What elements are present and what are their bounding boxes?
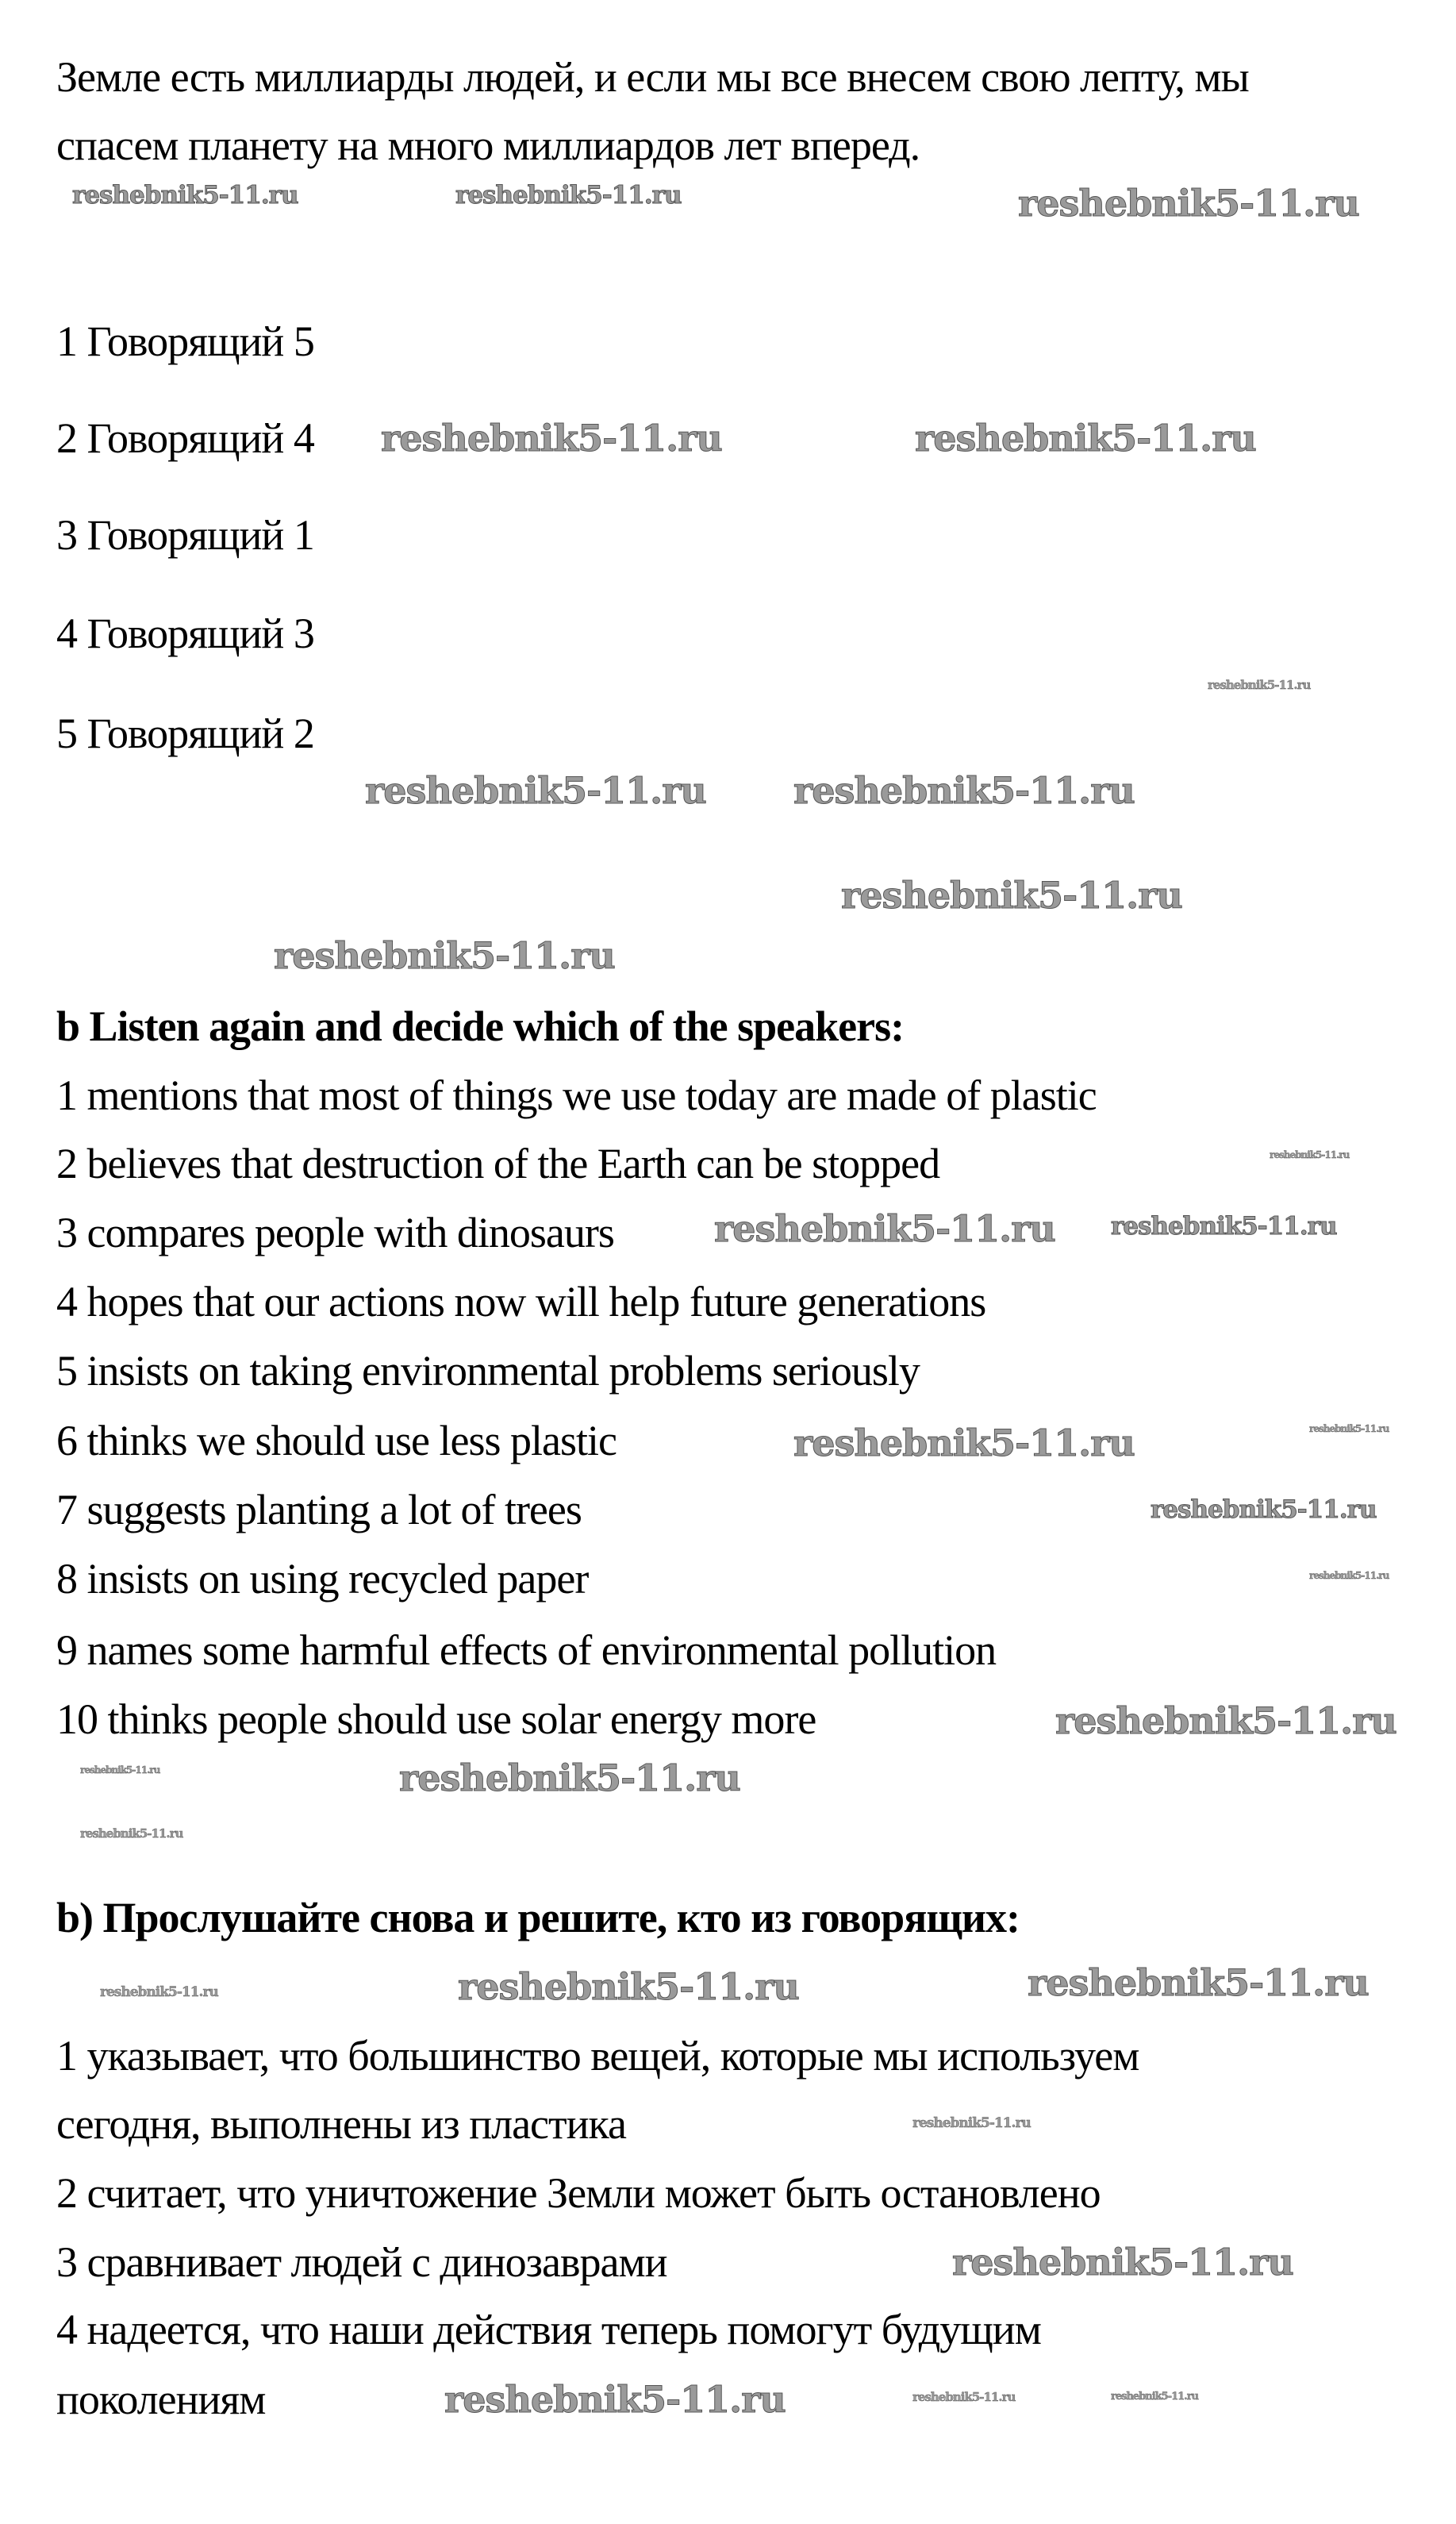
watermark: reshebnik5-11.ru — [1111, 1212, 1337, 1241]
watermark: reshebnik5-11.ru — [444, 2378, 786, 2421]
watermark: reshebnik5-11.ru — [793, 769, 1135, 812]
watermark: reshebnik5-11.ru — [841, 874, 1182, 917]
task-b-heading: b Listen again and decide which of the speakers: — [56, 1002, 905, 1050]
watermark: reshebnik5-11.ru — [1018, 182, 1359, 225]
answer-item: 4 Говорящий 3 — [56, 610, 314, 657]
watermark: reshebnik5-11.ru — [80, 1826, 183, 1841]
watermark: reshebnik5-11.ru — [80, 1764, 160, 1776]
watermark: reshebnik5-11.ru — [1151, 1495, 1377, 1524]
task-b-item: 10 thinks people should use solar energy more — [56, 1695, 816, 1743]
task-b-ru-heading: b) Прослушайте снова и решите, кто из говорящих: — [56, 1894, 1020, 1941]
task-b-item: 8 insists on using recycled paper — [56, 1555, 589, 1603]
watermark: reshebnik5-11.ru — [912, 2115, 1031, 2131]
task-b-item: 5 insists on taking environmental problems seriously — [56, 1347, 920, 1395]
watermark: reshebnik5-11.ru — [1055, 1699, 1396, 1742]
intro-line: Земле есть миллиарды людей, и если мы все внесем свою лепту, мы — [56, 53, 1249, 101]
task-b-ru-line: сегодня, выполнены из пластика — [56, 2100, 626, 2148]
watermark: reshebnik5-11.ru — [1028, 1961, 1369, 2004]
watermark: reshebnik5-11.ru — [714, 1207, 1055, 1250]
watermark: reshebnik5-11.ru — [458, 1965, 799, 2008]
answer-item: 5 Говорящий 2 — [56, 710, 314, 757]
task-b-item: 6 thinks we should use less plastic — [56, 1417, 617, 1464]
watermark: reshebnik5-11.ru — [1309, 1570, 1389, 1581]
watermark: reshebnik5-11.ru — [912, 2390, 1016, 2404]
task-b-item: 7 suggests planting a lot of trees — [56, 1486, 582, 1533]
watermark: reshebnik5-11.ru — [1309, 1423, 1389, 1434]
task-b-item: 4 hopes that our actions now will help future generations — [56, 1278, 986, 1325]
watermark: reshebnik5-11.ru — [100, 1984, 218, 2000]
task-b-ru-line: 1 указывает, что большинство вещей, которые мы используем — [56, 2032, 1139, 2080]
watermark: reshebnik5-11.ru — [1270, 1149, 1350, 1160]
answer-item: 1 Говорящий 5 — [56, 317, 314, 365]
intro-line: спасем планету на много миллиардов лет вперед. — [56, 121, 920, 169]
watermark: reshebnik5-11.ru — [455, 181, 682, 210]
watermark: reshebnik5-11.ru — [1208, 678, 1311, 692]
task-b-item: 1 mentions that most of things we use today are made of plastic — [56, 1072, 1097, 1119]
task-b-item: 3 compares people with dinosaurs — [56, 1209, 614, 1256]
watermark: reshebnik5-11.ru — [72, 181, 298, 210]
watermark: reshebnik5-11.ru — [274, 934, 615, 977]
task-b-item: 2 believes that destruction of the Earth can be stopped — [56, 1140, 940, 1187]
answer-item: 3 Говорящий 1 — [56, 511, 314, 559]
watermark: reshebnik5-11.ru — [952, 2241, 1293, 2284]
watermark: reshebnik5-11.ru — [793, 1422, 1135, 1464]
watermark: reshebnik5-11.ru — [915, 417, 1256, 460]
watermark: reshebnik5-11.ru — [365, 769, 706, 812]
answer-item: 2 Говорящий 4 — [56, 414, 314, 462]
watermark: reshebnik5-11.ru — [399, 1756, 740, 1799]
task-b-item: 9 names some harmful effects of environmental pollution — [56, 1626, 997, 1674]
task-b-ru-line: 4 надеется, что наши действия теперь помогут будущим — [56, 2306, 1041, 2353]
watermark: reshebnik5-11.ru — [381, 417, 722, 460]
task-b-ru-line: 2 считает, что уничтожение Земли может быть остановлено — [56, 2169, 1101, 2217]
task-b-ru-line: поколениям — [56, 2376, 266, 2423]
task-b-ru-line: 3 сравнивает людей с динозаврами — [56, 2238, 667, 2286]
watermark: reshebnik5-11.ru — [1111, 2391, 1199, 2403]
